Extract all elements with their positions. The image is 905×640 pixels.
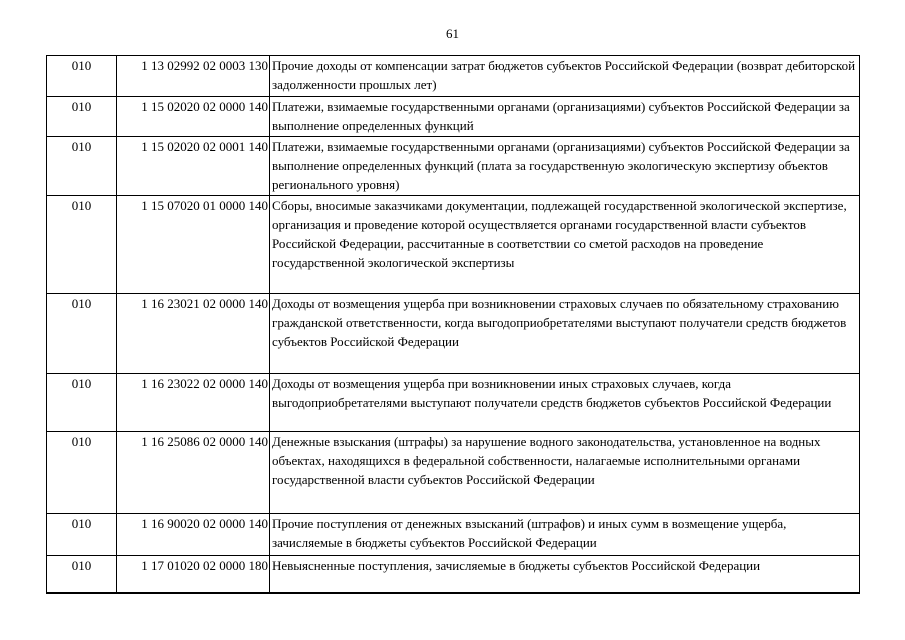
table-row [47,293,860,373]
budget-classification-code-cell: 1 16 25086 02 0000 140 [117,431,270,513]
admin-code-cell: 010 [47,373,117,431]
admin-code-cell: 010 [47,513,117,555]
revenue-description-cell: Сборы, вносимые заказчиками документации, подлежащей государственной экологической экспертизе, организация и проведение которой осуществляется органами государственной власти субъектов Российской Федерации, рассчитанные в соответствии со сметой расходов на проведение государственной экологической экспертизы [270,195,860,293]
admin-code-cell: 010 [47,56,117,97]
revenue-description-cell: Прочие поступления от денежных взысканий (штрафов) и иных сумм в возмещение ущерба, зачисляемые в бюджеты субъектов Российской Федерации [270,513,860,555]
table-row [47,373,860,431]
revenue-codes-table [46,55,860,594]
budget-classification-code-cell: 1 16 23022 02 0000 140 [117,373,270,431]
revenue-description-cell: Доходы от возмещения ущерба при возникновении иных страховых случаев, когда выгодоприобретателями выступают получатели средств бюджетов субъектов Российской Федерации [270,373,860,431]
revenue-description-cell: Доходы от возмещения ущерба при возникновении страховых случаев по обязательному страхованию гражданской ответственности, когда выгодоприобретателями выступают получатели средств бюджетов субъектов Российской Федерации [270,293,860,373]
budget-classification-code-cell: 1 15 07020 01 0000 140 [117,195,270,293]
table-row [47,513,860,555]
admin-code-cell: 010 [47,555,117,593]
revenue-description-cell: Платежи, взимаемые государственными органами (организациями) субъектов Российской Федерации за выполнение определенных функций [270,97,860,137]
admin-code-cell: 010 [47,195,117,293]
table-row [47,56,860,97]
table-row [47,431,860,513]
table-row [47,195,860,293]
admin-code-cell: 010 [47,431,117,513]
table-row [47,555,860,593]
page-number: 61 [446,26,459,41]
revenue-description-cell: Прочие доходы от компенсации затрат бюджетов субъектов Российской Федерации (возврат дебиторской задолженности прошлых лет) [270,56,860,97]
table-row [47,136,860,195]
revenue-description-cell: Платежи, взимаемые государственными органами (организациями) субъектов Российской Федерации за выполнение определенных функций (плата за государственную экологическую экспертизу объектов регионального уровня) [270,136,860,195]
budget-classification-code-cell: 1 15 02020 02 0001 140 [117,136,270,195]
budget-classification-code-cell: 1 16 90020 02 0000 140 [117,513,270,555]
table-row [47,97,860,137]
budget-classification-code-cell: 1 17 01020 02 0000 180 [117,555,270,593]
revenue-description-cell: Невыясненные поступления, зачисляемые в бюджеты субъектов Российской Федерации [270,555,860,593]
budget-classification-code-cell: 1 16 23021 02 0000 140 [117,293,270,373]
admin-code-cell: 010 [47,136,117,195]
revenue-description-cell: Денежные взыскания (штрафы) за нарушение водного законодательства, установленное на водных объектах, находящихся в федеральной собственности, налагаемые исполнительными органами государственной власти субъектов Российской Федерации [270,431,860,513]
budget-classification-code-cell: 1 13 02992 02 0003 130 [117,56,270,97]
admin-code-cell: 010 [47,97,117,137]
admin-code-cell: 010 [47,293,117,373]
budget-classification-code-cell: 1 15 02020 02 0000 140 [117,97,270,137]
